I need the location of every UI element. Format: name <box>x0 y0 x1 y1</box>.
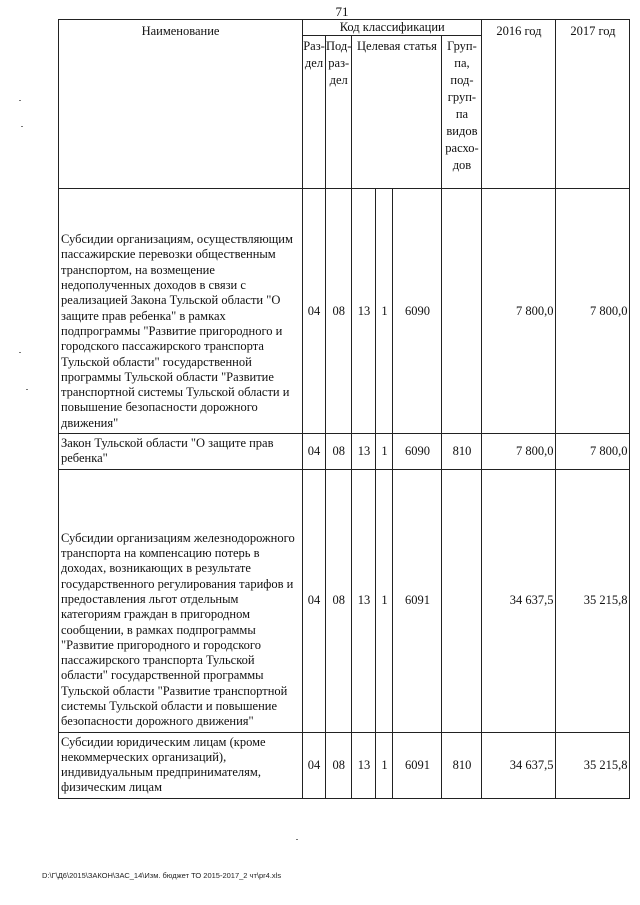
row-expense: 810 <box>442 434 482 470</box>
row-ts-3: 6090 <box>393 189 442 434</box>
page-number: 71 <box>335 4 349 19</box>
row-ts-2: 1 <box>376 434 393 470</box>
row-2017: 7 800,0 <box>556 434 630 470</box>
table-row <box>59 434 630 470</box>
header-target-article: Целевая статья <box>352 36 442 189</box>
scan-mark <box>19 100 21 101</box>
scan-mark <box>26 389 28 390</box>
row-subsection: 08 <box>326 732 352 798</box>
budget-table <box>58 19 630 799</box>
row-ts-1: 13 <box>352 189 376 434</box>
row-2016: 34 637,5 <box>482 469 556 732</box>
table-row <box>59 189 630 434</box>
scan-mark <box>19 352 21 353</box>
row-section: 04 <box>303 732 326 798</box>
row-name: Субсидии организациям, осуществляющим пассажирские перевозки общественным транспортом, на возмещение недополученных доходов в связи с реализацией Закона Тульской области "О защите прав ребенка" в рамках подпрограммы "Развитие пригородного и городского пассажирского транспорта Тульской области" государственной программы Тульской области "Развитие транспортной системы Тульской области и повышение безопасности дорожного движения" <box>59 189 303 434</box>
row-2017: 35 215,8 <box>556 469 630 732</box>
table-row <box>59 469 630 732</box>
row-ts-2: 1 <box>376 189 393 434</box>
row-ts-2: 1 <box>376 732 393 798</box>
row-ts-1: 13 <box>352 732 376 798</box>
header-name: Наименование <box>59 20 303 189</box>
scan-mark <box>21 126 23 127</box>
row-subsection: 08 <box>326 434 352 470</box>
row-ts-3: 6091 <box>393 732 442 798</box>
table-row <box>59 732 630 798</box>
row-ts-2: 1 <box>376 469 393 732</box>
row-name: Субсидии юридическим лицам (кроме некоммерческих организаций), индивидуальным предпринимателям, физическим лицам <box>59 732 303 798</box>
header-subsection: Под-раз-дел <box>326 36 352 189</box>
row-expense: 810 <box>442 732 482 798</box>
row-ts-3: 6090 <box>393 434 442 470</box>
row-2017: 35 215,8 <box>556 732 630 798</box>
row-section: 04 <box>303 469 326 732</box>
row-subsection: 08 <box>326 189 352 434</box>
row-subsection: 08 <box>326 469 352 732</box>
row-name: Субсидии организациям железнодорожного транспорта на компенсацию потерь в доходах, возникающих в результате государственного регулирования тарифов и предоставления льгот отдельным категориям граждан в пригородном сообщении, в рамках подпрограммы "Развитие пригородного и городского пассажирского транспорта Тульской области" государственной программы Тульской области "Развитие транспортной системы Тульской области и повышение безопасности дорожного движения" <box>59 469 303 732</box>
row-section: 04 <box>303 189 326 434</box>
row-2016: 34 637,5 <box>482 732 556 798</box>
header-2016: 2016 год <box>482 20 556 189</box>
row-2017: 7 800,0 <box>556 189 630 434</box>
row-ts-1: 13 <box>352 434 376 470</box>
header-section: Раз-дел <box>303 36 326 189</box>
row-ts-1: 13 <box>352 469 376 732</box>
row-name: Закон Тульской области "О защите прав ребенка" <box>59 434 303 470</box>
scan-mark <box>296 839 298 840</box>
row-expense <box>442 189 482 434</box>
row-section: 04 <box>303 434 326 470</box>
file-path-footer: D:\Г\Д6\2015\ЗАКОН\ЗАС_14\Изм. бюджет ТО 2015-2017_2 чт\pr4.xls <box>42 871 282 880</box>
header-code-group: Код классификации <box>303 20 482 36</box>
row-2016: 7 800,0 <box>482 189 556 434</box>
row-expense <box>442 469 482 732</box>
header-row-top <box>59 20 630 36</box>
header-expense-group: Груп-па, под-груп-па видов расхо-дов <box>442 36 482 189</box>
header-2017: 2017 год <box>556 20 630 189</box>
row-2016: 7 800,0 <box>482 434 556 470</box>
row-ts-3: 6091 <box>393 469 442 732</box>
